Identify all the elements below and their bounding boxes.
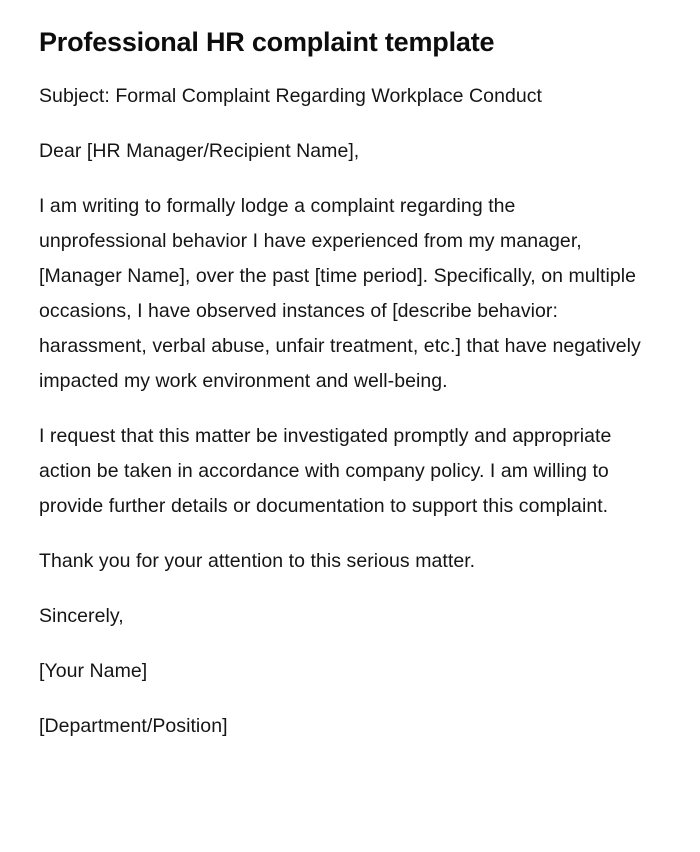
body-paragraph-2: I request that this matter be investigated promptly and appropriate action be taken in accordance with company policy. I am willing to provide further details or documentation to support this complaint. <box>39 424 612 517</box>
signature-department: [Department/Position] <box>39 714 228 737</box>
signature-name: [Your Name] <box>39 659 148 682</box>
page-title: Professional HR complaint template <box>39 27 495 57</box>
closing-thanks: Thank you for your attention to this serious matter. <box>39 549 476 572</box>
sign-off: Sincerely, <box>39 604 124 627</box>
salutation: Dear [HR Manager/Recipient Name], <box>39 139 360 162</box>
body-paragraph-1: I am writing to formally lodge a complaint regarding the unprofessional behavior I have experienced from my manager, [Manager Name], over the past [time period]. Specifically, on multiple occasions, I have observed instances of [describe behavior: harassment, verbal abuse, unfair treatment, etc.] that have negatively impacted my work environment and well-being. <box>39 194 641 392</box>
subject-line: Subject: Formal Complaint Regarding Workplace Conduct <box>39 84 543 107</box>
letter-body <box>39 79 642 744</box>
